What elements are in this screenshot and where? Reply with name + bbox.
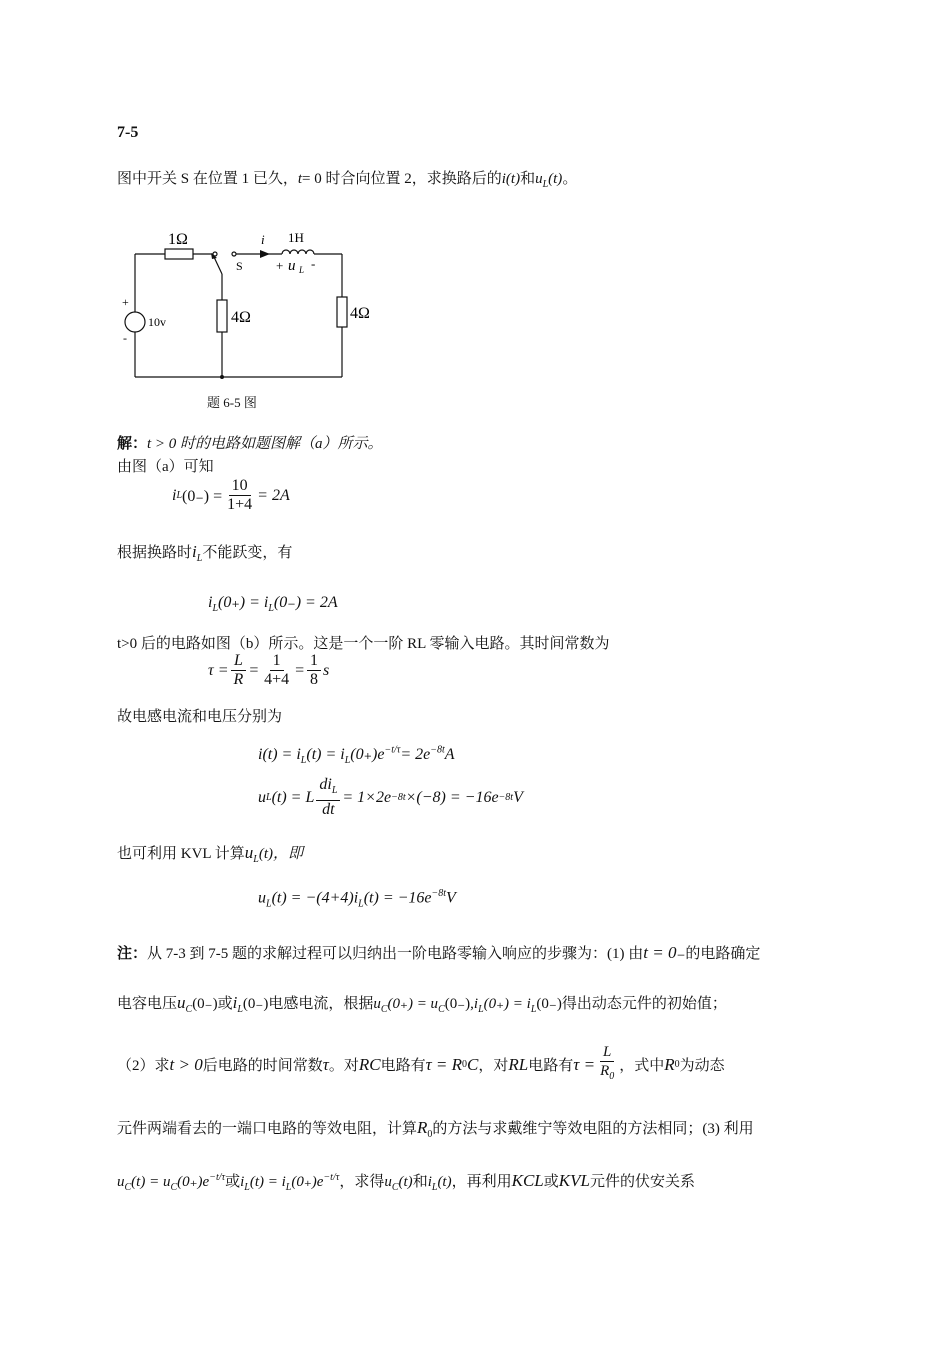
eq6-sup: −8t (431, 888, 447, 899)
eq3-d3: 8 (309, 671, 318, 688)
source-plus: + (122, 295, 129, 309)
note-line4 (117, 1117, 754, 1140)
eq3-eq2: = (294, 661, 305, 679)
solution-line3 (117, 541, 292, 564)
note-p2-eq1sub: C (380, 1004, 388, 1015)
ul-minus: - (311, 256, 316, 271)
line6-a: 也可利用 KVL 计算 (117, 846, 245, 862)
eq6-c: (t) = −16e (363, 889, 432, 907)
eq4-sub1: L (300, 755, 307, 767)
note-p2-eq2-arg: (0₊) = i (483, 996, 531, 1012)
note-p5-ucsub: C (391, 1182, 399, 1193)
voltage-source (125, 312, 145, 332)
solution-line1 (117, 432, 383, 453)
note-p3-e: ，对 (478, 1058, 509, 1074)
note-p2-u-arg: (0₋) (192, 996, 218, 1012)
statement-u-sub: L (542, 179, 549, 190)
solution-line5: 故电感电流和电压分别为 (117, 709, 283, 725)
note-p3-tau2: τ = (573, 1054, 596, 1074)
note-p5-uc: u (384, 1174, 392, 1190)
note-line3 (117, 1043, 725, 1086)
note-p5-eq2: i (240, 1174, 245, 1190)
note-p2-isub: L (237, 1004, 243, 1015)
solution-line1-text: t > 0 时的电路如题图解（a）所示。 (147, 436, 383, 452)
resistor-r1 (165, 249, 193, 259)
note-p3-r0sub: 0 (674, 1059, 680, 1070)
eq1-den: 1+4 (227, 496, 253, 513)
note-line5 (117, 1170, 695, 1193)
equation-3 (208, 652, 329, 689)
note-p3-rc: RC (358, 1054, 381, 1074)
note-p5-kvl: KVL (558, 1171, 590, 1190)
eq3-d2: 4+4 (264, 671, 290, 688)
eq3-n1: L (231, 652, 246, 671)
eq3-n3: 1 (307, 652, 321, 671)
ul-sub: L (299, 265, 305, 275)
note-p3-densub: 0 (609, 1071, 615, 1082)
eq3-n2: 1 (270, 652, 284, 671)
eq2-sub2: L (268, 603, 274, 615)
eq5-sub: L (266, 792, 272, 804)
note-p5-kcl: KCL (511, 1171, 544, 1190)
current-label: i (261, 232, 265, 247)
note-p5-il: i (427, 1174, 432, 1190)
eq1-lhs: i (172, 486, 177, 504)
note-p3-b: 后电路的时间常数 (202, 1058, 323, 1074)
source-minus: - (123, 331, 127, 345)
eq3-lhs: τ = (208, 661, 229, 679)
note-head: 注： (117, 946, 148, 962)
inductance-label: 1H (288, 230, 304, 245)
note-p3-h: 为动态 (679, 1058, 725, 1074)
note-p2-i: i (232, 993, 238, 1012)
mid-resistor-label: 4Ω (231, 309, 251, 326)
eq1-arg: (0₋) = (182, 487, 223, 505)
note-p2-c: 得出动态元件的初始值； (561, 996, 727, 1012)
note-p2-eq1: u (373, 996, 381, 1012)
eq2-mid: (0₊) = i (218, 594, 269, 611)
note-p2-eq2sub2: L (530, 1004, 537, 1015)
switch-label: S (236, 259, 243, 273)
note-p3-rl: RL (508, 1054, 529, 1074)
eq3-frac1 (231, 652, 247, 689)
eq1-num: 10 (229, 477, 251, 496)
eq5-e: V (513, 788, 523, 806)
note-p2-b: 电感电流，根据 (268, 996, 374, 1012)
switch-contact-2 (232, 252, 236, 256)
statement-t: t (297, 171, 303, 187)
note-p2-or: 或 (217, 996, 233, 1012)
eq6-sub1: L (266, 898, 272, 910)
eq5-b: (t) = L (271, 788, 315, 806)
note-p4-r0sub: 0 (427, 1129, 433, 1140)
line3-a: 根据换路时 (117, 545, 193, 561)
problem-number: 7-5 (117, 124, 139, 141)
note-p5-c: 元件的伏安关系 (589, 1174, 695, 1190)
note-p3-num: L (600, 1043, 614, 1062)
note-p2-eq1-arg: (0₊) = u (387, 996, 439, 1012)
statement-u-tail: (t) (548, 171, 563, 187)
resistor-right (337, 297, 347, 327)
note-p2-eq1sub2: C (438, 1004, 445, 1015)
current-arrow-icon (260, 250, 270, 258)
note-p1-end: 的电路确定 (685, 946, 761, 962)
r1-label: 1Ω (168, 231, 188, 248)
note-line1 (117, 942, 760, 963)
eq5-num (316, 776, 340, 801)
line3-b: 不能跃变，有 (202, 545, 293, 561)
eq1-fraction (224, 477, 255, 514)
note-p3-g: ，式中 (619, 1058, 665, 1074)
eq3-d1: R (233, 671, 244, 688)
statement-prefix: 图中开关 S 在位置 1 已久， (117, 171, 298, 187)
equation-4 (258, 744, 455, 766)
eq5-a: u (258, 788, 266, 806)
eq5-sup2: −8t (498, 792, 514, 804)
eq4-a: i(t) = i (258, 746, 301, 763)
eq3-frac3 (307, 652, 321, 689)
note-p3-tau: τ (322, 1054, 329, 1074)
solution-line6 (117, 842, 303, 865)
line3-i: i (192, 542, 197, 561)
note-p5-eq2sub2: L (285, 1182, 292, 1193)
switch-blade (214, 257, 222, 274)
note-p3-den (597, 1062, 617, 1086)
eq4-c: (0₊)e (350, 746, 385, 763)
note-p5-eq1-b: (t) = u (131, 1174, 171, 1190)
ul-plus: + (276, 258, 284, 273)
eq4-e: A (444, 746, 455, 763)
note-p3-d: 电路有 (380, 1058, 426, 1074)
note-p5-il-arg: (t) (437, 1174, 452, 1190)
note-p4-b: 的方法与求戴维宁等效电阻的方法相同；(3) 利用 (432, 1121, 754, 1137)
note-p1-t: t = 0₋ (643, 943, 686, 962)
note-p4-a: 元件两端看去的一端口电路的等效电阻，计算 (117, 1121, 418, 1137)
note-p2-u: u (177, 993, 186, 1012)
note-p5-uc-arg: (t) (398, 1174, 413, 1190)
note-p5-eq1: u (117, 1174, 125, 1190)
note-p3-den-text: R (600, 1063, 610, 1079)
note-p3-a: （2）求 (117, 1058, 170, 1074)
note-p3-frac (597, 1043, 617, 1086)
equation-6 (258, 888, 456, 910)
note-p5-eq1sub2: C (170, 1182, 178, 1193)
note-p5-eq2-c: (0₊)e (291, 1174, 324, 1190)
note-p4-r0: R (417, 1118, 428, 1137)
note-p2-eq2-end: (0₋) (536, 996, 562, 1012)
note-p3-t: t > 0 (169, 1054, 203, 1074)
note-p1: 从 7-3 到 7-5 题的求解过程可以归纳出一阶电路零输入响应的步骤为：(1) 由 (147, 946, 644, 962)
eq4-sup: −t/τ (384, 744, 401, 756)
eq2-a: i (208, 594, 213, 611)
figure-caption: 题 6-5 图 (207, 395, 257, 410)
statement-i: i(t) (501, 171, 521, 187)
eq5-den: dt (322, 801, 335, 819)
note-p5-b: ，再利用 (451, 1174, 512, 1190)
statement-u: u (535, 171, 543, 187)
note-p2-eq1-end: (0₋) (444, 996, 471, 1012)
eq4-sup2: −8t (430, 744, 445, 756)
eq3-frac2 (261, 652, 292, 689)
solution-head: 解： (117, 436, 148, 452)
note-p5-eq2-b: (t) = i (249, 1174, 286, 1190)
note-p5-and: 和 (412, 1174, 428, 1190)
eq5-num-text: di (319, 776, 332, 793)
line6-b: (t)，即 (258, 846, 304, 862)
line6-sub: L (253, 854, 259, 865)
inductor (282, 250, 314, 254)
line6-u: u (244, 843, 254, 862)
eq5-frac (316, 776, 340, 819)
eq1-sub: L (176, 490, 183, 501)
note-p2-usub: C (185, 1004, 193, 1015)
eq5-sup1: −8t (391, 792, 406, 804)
note-p5-eq2sub: L (244, 1182, 250, 1193)
resistor-mid (217, 300, 227, 332)
equation-5 (258, 776, 523, 819)
eq1-rhs: = 2A (257, 486, 290, 504)
note-p3-eq1sub: 0 (462, 1059, 468, 1070)
note-line2 (117, 992, 727, 1015)
eq2-end: (0₋) = 2A (273, 594, 338, 611)
statement-and: 和 (520, 171, 536, 187)
solution-line4: t>0 后的电路如图（b）所示。这是一个一阶 RL 零输入电路。其时间常数为 (117, 636, 610, 652)
eq3-unit: s (322, 661, 330, 679)
note-p5-eq1-c: (0₊)e (177, 1174, 210, 1190)
note-p2-sep: , (470, 996, 474, 1012)
line3-sub: L (196, 553, 203, 564)
note-p3-c: 。对 (328, 1058, 359, 1074)
note-p3-eq1: τ = R (425, 1054, 463, 1074)
note-p2-eq2sub: L (478, 1004, 484, 1015)
eq5-c: = 1×2e (342, 788, 392, 806)
note-p5-sup1: −t/τ (209, 1172, 226, 1183)
note-p5-eq1sub: C (124, 1182, 132, 1193)
eq3-eq1: = (248, 661, 260, 679)
note-p5-or2: 或 (543, 1174, 559, 1190)
eq6-b: (t) = −(4+4)i (271, 889, 359, 907)
eq5-d: ×(−8) = −16e (405, 788, 499, 806)
note-p5-a: ，求得 (339, 1174, 385, 1190)
eq4-sub2: L (344, 755, 351, 767)
source-label: 10v (148, 315, 166, 329)
note-p2-eq2: i (473, 996, 479, 1012)
eq5-num-sub: L (331, 785, 338, 797)
eq6-d: V (446, 889, 456, 907)
solution-line2: 由图（a）可知 (117, 459, 214, 475)
note-p2-i-arg: (0₋) (242, 996, 269, 1012)
note-p5-or: 或 (225, 1174, 241, 1190)
right-resistor-label: 4Ω (350, 305, 370, 322)
statement-mid: = 0 时合向位置 2，求换路后的 (302, 171, 502, 187)
note-p3-r0: R (664, 1054, 675, 1074)
statement-end: 。 (562, 171, 578, 187)
note-p5-ilsub: L (431, 1182, 438, 1193)
eq6-a: u (258, 889, 266, 907)
equation-1 (172, 477, 290, 514)
problem-statement (117, 167, 577, 190)
eq2-sub1: L (212, 603, 219, 615)
circuit-diagram (110, 222, 370, 392)
ul-label: u (288, 258, 296, 274)
note-p3-f: 电路有 (528, 1058, 574, 1074)
note-p3-eq1c: C (467, 1054, 479, 1074)
eq6-sub2: L (358, 898, 364, 910)
equation-2 (208, 592, 338, 614)
note-p5-sup2: −t/τ (323, 1172, 340, 1183)
eq4-b: (t) = i (306, 746, 345, 763)
eq4-d: = 2e (400, 746, 431, 763)
note-p2-a: 电容电压 (117, 996, 178, 1012)
junction-dot (220, 375, 224, 379)
